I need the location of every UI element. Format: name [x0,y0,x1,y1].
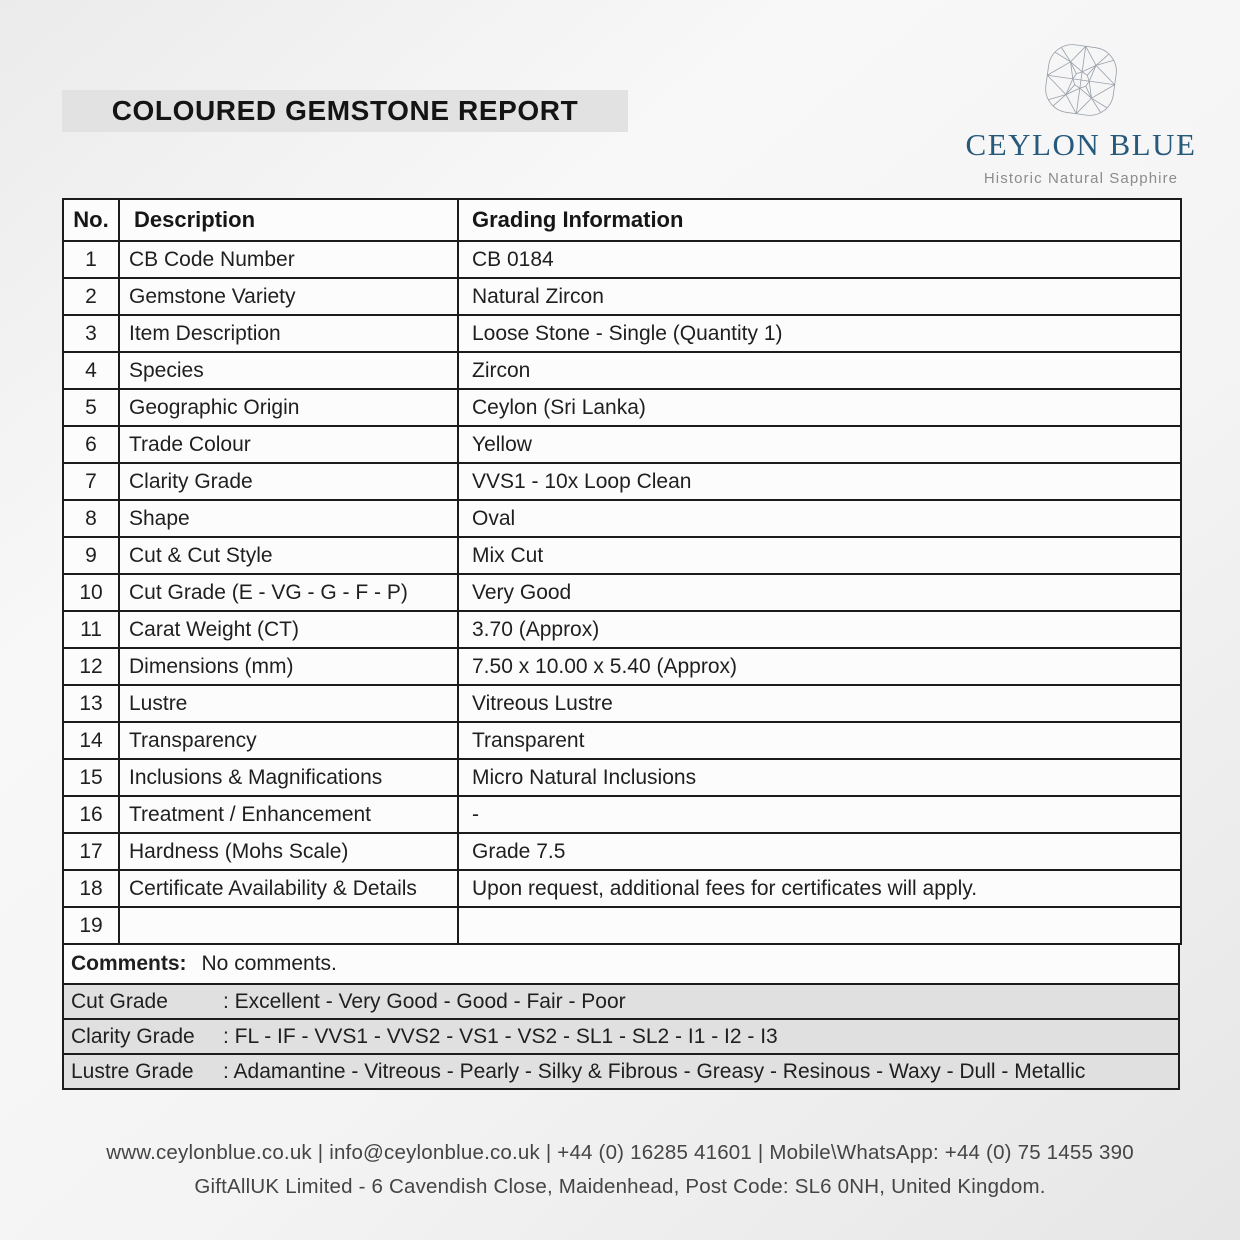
row-description: Hardness (Mohs Scale) [119,833,458,870]
row-number: 17 [63,833,119,870]
row-number: 15 [63,759,119,796]
row-grading-value: Grade 7.5 [458,833,1181,870]
brand-name: CEYLON BLUE [965,127,1197,162]
table-row [63,870,1181,907]
row-number: 10 [63,574,119,611]
row-number: 14 [63,722,119,759]
table-row [63,907,1181,944]
row-number: 7 [63,463,119,500]
footer-contact-line: www.ceylonblue.co.uk | info@ceylonblue.co.uk | +44 (0) 16285 41601 | Mobile\WhatsApp: +44 (0) 75 1455 390 [106,1141,1134,1164]
table-row [63,241,1181,278]
legend-value: : Excellent - Very Good - Good - Fair - Poor [223,989,626,1013]
column-header-grading: Grading Information [458,199,1181,241]
row-number: 18 [63,870,119,907]
row-grading-value: Yellow [458,426,1181,463]
table-row [63,611,1181,648]
gemstone-report-table [62,198,1182,945]
report-body [62,198,1180,1090]
row-description: Item Description [119,315,458,352]
row-grading-value: 3.70 (Approx) [458,611,1181,648]
legend-label: Cut Grade [71,989,168,1013]
row-description: Dimensions (mm) [119,648,458,685]
table-row [63,315,1181,352]
row-description: Lustre [119,685,458,722]
row-number: 4 [63,352,119,389]
row-description: CB Code Number [119,241,458,278]
row-number: 2 [63,278,119,315]
row-description [119,907,458,944]
table-row [63,685,1181,722]
row-description: Inclusions & Magnifications [119,759,458,796]
legend-label: Lustre Grade [71,1059,194,1083]
row-description: Treatment / Enhancement [119,796,458,833]
table-header-row [63,199,1181,241]
grade-legend [62,985,1180,1090]
row-description: Certificate Availability & Details [119,870,458,907]
page-title-text: COLOURED GEMSTONE REPORT [111,95,579,126]
row-description: Cut Grade (E - VG - G - F - P) [119,574,458,611]
row-grading-value [458,907,1181,944]
footer [0,1136,1240,1204]
table-row [63,574,1181,611]
row-number: 5 [63,389,119,426]
table-row [63,278,1181,315]
table-row [63,352,1181,389]
table-row [63,537,1181,574]
row-description: Carat Weight (CT) [119,611,458,648]
comments-text: No comments. [201,952,337,975]
comments-row [62,945,1180,985]
row-grading-value: Vitreous Lustre [458,685,1181,722]
row-description: Species [119,352,458,389]
row-description: Geographic Origin [119,389,458,426]
table-row [63,796,1181,833]
row-grading-value: Very Good [458,574,1181,611]
row-grading-value: Mix Cut [458,537,1181,574]
footer-address-line: GiftAllUK Limited - 6 Cavendish Close, Maidenhead, Post Code: SL6 0NH, United Kingdom. [194,1175,1046,1198]
column-header-no: No. [63,199,119,241]
row-grading-value: CB 0184 [458,241,1181,278]
row-description: Gemstone Variety [119,278,458,315]
row-number: 9 [63,537,119,574]
legend-label: Clarity Grade [71,1024,195,1048]
row-description: Shape [119,500,458,537]
row-grading-value: Transparent [458,722,1181,759]
row-description: Trade Colour [119,426,458,463]
row-number: 19 [63,907,119,944]
row-number: 13 [63,685,119,722]
table-row [63,389,1181,426]
table-row [63,426,1181,463]
row-grading-value: Micro Natural Inclusions [458,759,1181,796]
row-grading-value: 7.50 x 10.00 x 5.40 (Approx) [458,648,1181,685]
row-description: Transparency [119,722,458,759]
row-description: Cut & Cut Style [119,537,458,574]
table-row [63,722,1181,759]
row-grading-value: Ceylon (Sri Lanka) [458,389,1181,426]
legend-value: : Adamantine - Vitreous - Pearly - Silky & Fibrous - Greasy - Resinous - Waxy - Dull - Metallic [223,1059,1086,1083]
row-grading-value: Natural Zircon [458,278,1181,315]
row-number: 6 [63,426,119,463]
brand-tagline: Historic Natural Sapphire [983,170,1179,187]
table-row [63,759,1181,796]
table-row [63,833,1181,870]
row-number: 11 [63,611,119,648]
row-grading-value: VVS1 - 10x Loop Clean [458,463,1181,500]
gem-wireframe-icon [1035,34,1127,126]
page-title [62,90,628,132]
row-number: 12 [63,648,119,685]
row-number: 1 [63,241,119,278]
column-header-description: Description [119,199,458,241]
row-grading-value: Loose Stone - Single (Quantity 1) [458,315,1181,352]
row-grading-value: Upon request, additional fees for certificates will apply. [458,870,1181,907]
row-number: 3 [63,315,119,352]
brand-block [958,34,1204,187]
legend-row [62,985,1180,1020]
row-grading-value: - [458,796,1181,833]
comments-label: Comments: [71,952,187,975]
row-number: 8 [63,500,119,537]
row-grading-value: Zircon [458,352,1181,389]
row-number: 16 [63,796,119,833]
table-row [63,463,1181,500]
legend-value: : FL - IF - VVS1 - VVS2 - VS1 - VS2 - SL1 - SL2 - I1 - I2 - I3 [223,1024,778,1048]
table-row [63,500,1181,537]
legend-row [62,1055,1180,1090]
row-description: Clarity Grade [119,463,458,500]
table-row [63,648,1181,685]
row-grading-value: Oval [458,500,1181,537]
legend-row [62,1020,1180,1055]
